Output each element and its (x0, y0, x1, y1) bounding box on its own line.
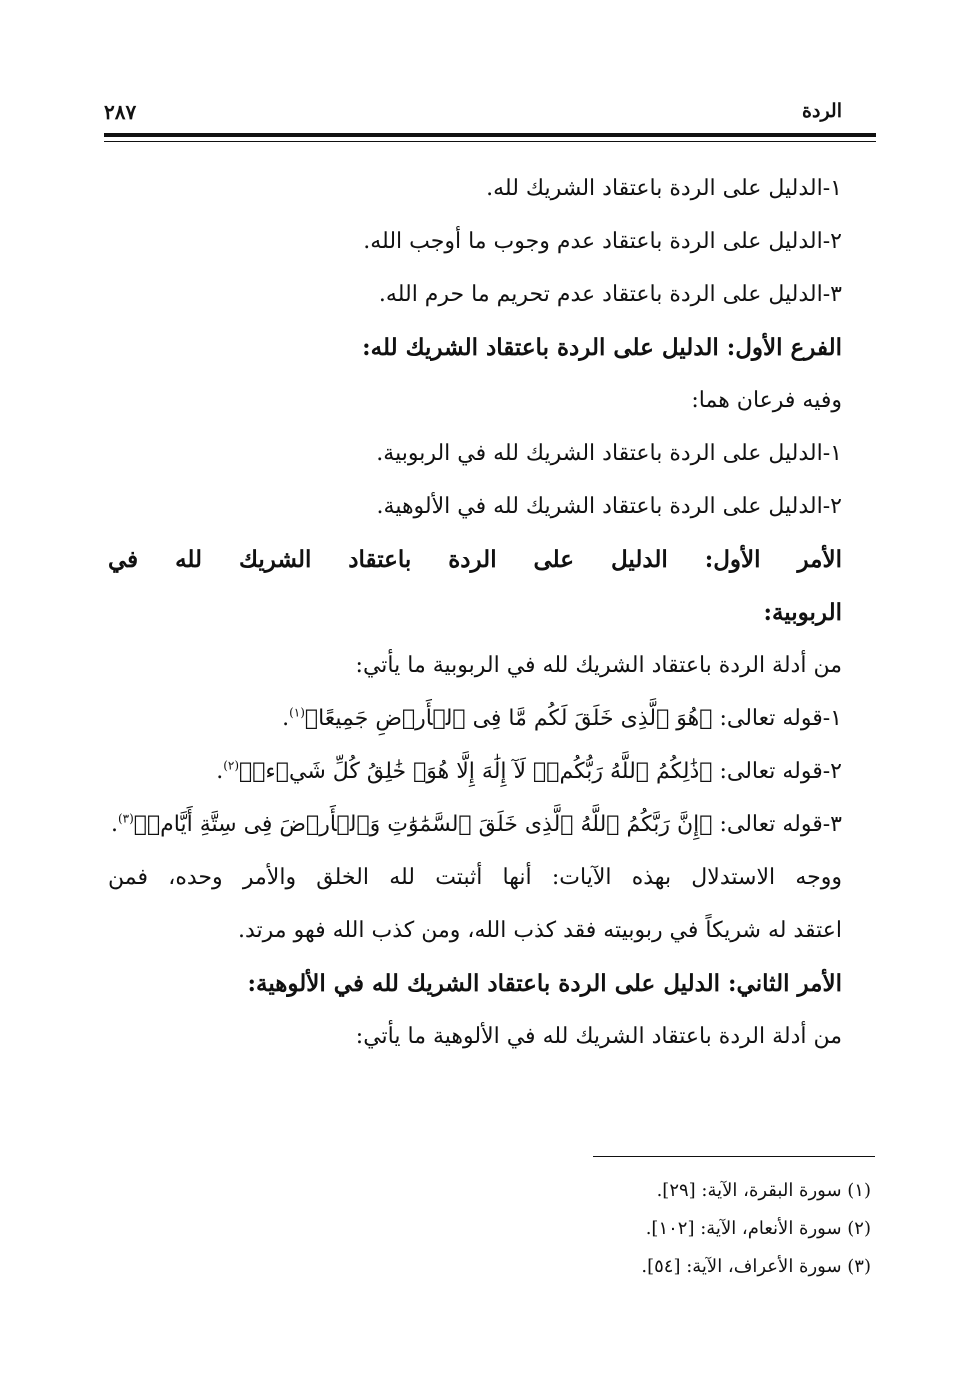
verse-end: . (282, 706, 290, 731)
footnote-ref: (٢) (223, 758, 240, 773)
header-rule-thin (104, 141, 876, 142)
quran-verse: ﴿ذَٰلِكُمُ ٱللَّهُ رَبُّكُمۡۖ لَآ إِلَٰهَ إِلَّا هُوَۖ خَٰلِقُ كُلِّ شَيۡءٖ﴾ (239, 759, 713, 784)
footnotes (371, 1172, 871, 1286)
subsection-heading: الأمر الأول: الدليل على الردة باعتقاد الشريك لله في (108, 546, 842, 573)
quran-verse: ﴿إِنَّ رَبَّكُمُ ٱللَّهُ ٱلَّذِى خَلَقَ ٱلسَّمَٰوَٰتِ وَٱلۡأَرۡضَ فِى سِتَّةِ أَيَّامٖ﴾ (133, 812, 713, 837)
paragraph-line: ووجه الاستدلال بهذه الآيات: أنها أثبتت لله الخلق والأمر وحده، فمن (108, 865, 842, 890)
verse-line (108, 692, 842, 745)
verse-line (108, 798, 842, 851)
chapter-title: الردة (802, 100, 842, 122)
subsection-heading: الأمر الثاني: الدليل على الردة باعتقاد الشريك لله في الألوهية: (247, 970, 842, 997)
subsection-heading-cont: الربوبية: (763, 599, 842, 626)
page-header (104, 100, 842, 130)
main-text (108, 162, 842, 1063)
text-line: وفيه فرعان هما: (691, 388, 842, 413)
text-line: من أدلة الردة باعتقاد الشريك لله في الربوبية ما يأتي: (355, 653, 842, 678)
footnote: (٢) سورة الأنعام، الآية: [١٠٢]. (645, 1218, 871, 1239)
list-item: ١-الدليل على الردة باعتقاد الشريك لله في الربوبية. (376, 441, 842, 466)
text-line: من أدلة الردة باعتقاد الشريك لله في الألوهية ما يأتي: (355, 1024, 842, 1049)
verse-end: . (110, 812, 118, 837)
list-item: ٢-الدليل على الردة باعتقاد الشريك لله في الألوهية. (376, 494, 842, 519)
footnote-ref: (٣) (117, 811, 134, 826)
verse-end: . (216, 759, 224, 784)
section-heading: الفرع الأول: الدليل على الردة باعتقاد الشريك لله: (362, 334, 842, 361)
footnote: (١) سورة البقرة، الآية: [٢٩]. (656, 1180, 871, 1201)
quran-verse: ﴿هُوَ ٱلَّذِى خَلَقَ لَكُم مَّا فِى ٱلۡأَرۡضِ جَمِيعًا﴾ (304, 706, 713, 731)
footnote-ref: (١) (289, 705, 305, 720)
verse-prefix: ١-قوله تعالى: (712, 706, 842, 731)
footnote: (٣) سورة الأعراف، الآية: [٥٤]. (641, 1256, 871, 1277)
verse-prefix: ٣-قوله تعالى: (712, 812, 842, 837)
verse-prefix: ٢-قوله تعالى: (712, 759, 842, 784)
header-rule-thick (104, 133, 876, 137)
footnote-rule (593, 1156, 875, 1157)
paragraph-line: اعتقد له شريكاً في ربوبيته فقد كذب الله، ومن كذب الله فهو مرتد. (238, 918, 842, 943)
verse-line (108, 745, 842, 798)
list-item: ١-الدليل على الردة باعتقاد الشريك لله. (486, 176, 842, 201)
list-item: ٢-الدليل على الردة باعتقاد عدم وجوب ما أوجب الله. (363, 229, 842, 254)
list-item: ٣-الدليل على الردة باعتقاد عدم تحريم ما حرم الله. (378, 282, 842, 307)
page-number: ٢٨٧ (104, 100, 137, 124)
